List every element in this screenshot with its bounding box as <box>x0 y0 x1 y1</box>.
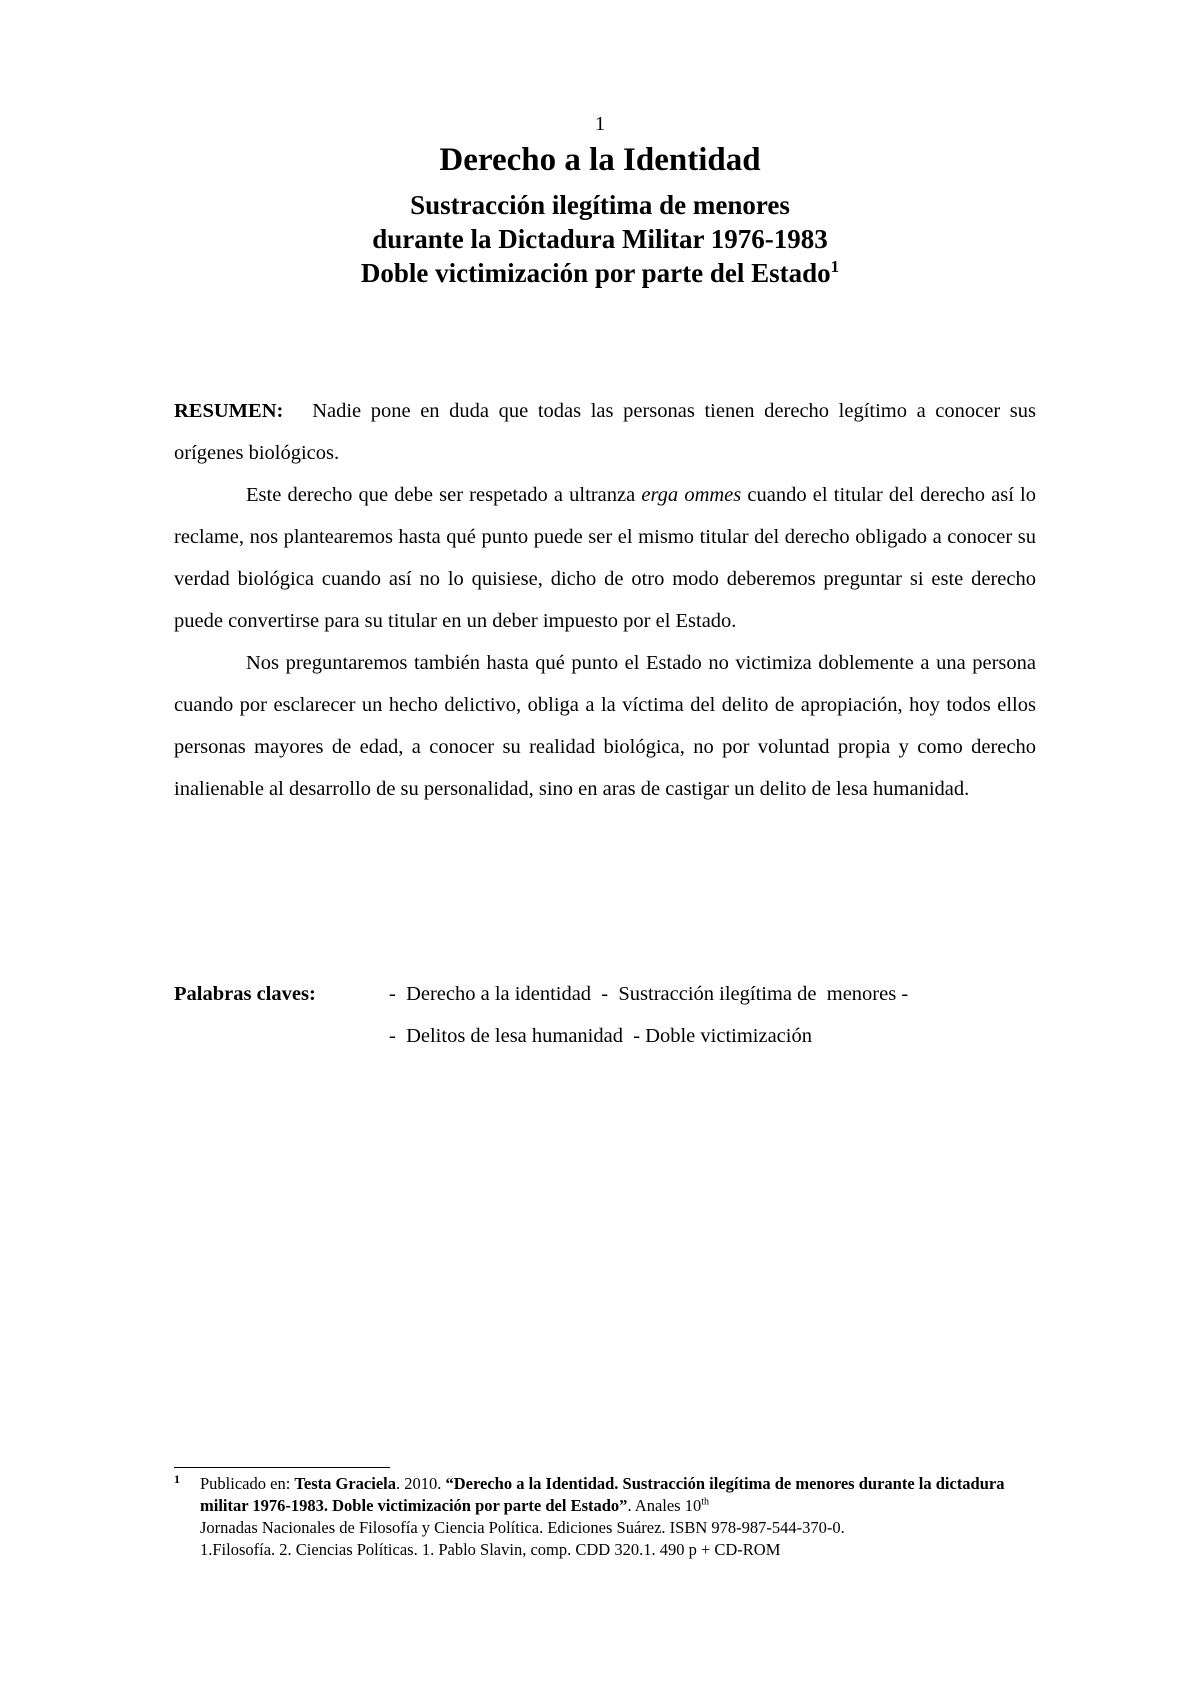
footnote-title: “Derecho a la Identidad. Sustracción ilegítima de menores durante la dictadura militar 1976-1983. Doble victimización por parte del Estado” <box>200 1474 1005 1515</box>
subtitle-line-2: durante la Dictadura Militar 1976-1983 <box>372 224 828 254</box>
abstract <box>174 390 1036 810</box>
footnote-catalog: 1.Filosofía. 2. Ciencias Políticas. 1. Pablo Slavin, comp. CDD 320.1. 490 p + CD-ROM <box>200 1540 781 1559</box>
keywords-line-1: - Derecho a la identidad - Sustracción ilegítima de menores - <box>389 983 909 1005</box>
abstract-paragraph-3: Nos preguntaremos también hasta qué punto el Estado no victimiza doblemente a una persona cuando por esclarecer un hecho delictivo, obliga a la víctima del delito de apropiación, hoy todos ellos personas mayores de edad, a conocer su realidad biológica, no por voluntad propia y como derecho inalienable al desarrollo de su personalidad, sino en aras de castigar un delito de lesa humanidad. <box>174 652 1036 800</box>
footnote <box>174 1473 1044 1561</box>
abstract-p1-text: Nadie pone en duda que todas las personas tienen derecho legítimo a conocer sus orígenes biológicos. <box>174 400 1036 464</box>
document-title: Derecho a la Identidad <box>439 142 761 178</box>
footnote-author: Testa Graciela <box>294 1474 396 1493</box>
keywords-line-2: - Delitos de lesa humanidad - Doble victimización <box>389 1025 812 1047</box>
abstract-paragraph-2: Este derecho que debe ser respetado a ultranza erga ommes cuando el titular del derecho así lo reclame, nos plantearemos hasta qué punto puede ser el mismo titular del derecho obligado a conocer su verdad biológica cuando así no lo quisiese, dicho de otro modo deberemos preguntar si este derecho puede convertirse para su titular en un deber impuesto por el Estado. <box>174 484 1036 632</box>
footnote-mark: 1 <box>174 1472 180 1486</box>
footnote-publisher: Jornadas Nacionales de Filosofía y Ciencia Política. Ediciones Suárez. ISBN 978-987-544-370-0. <box>200 1518 845 1537</box>
keywords-label: Palabras claves: <box>174 983 316 1005</box>
subtitle-line-3 <box>0 258 1200 289</box>
abstract-label: RESUMEN: <box>174 400 284 422</box>
latin-term: erga ommes <box>641 484 742 506</box>
subtitle-line-1: Sustracción ilegítima de menores <box>410 190 790 220</box>
footnote-reference: 1 <box>830 257 840 276</box>
subtitle-line-3-text: Doble victimización por parte del Estado <box>360 258 831 288</box>
page-number: 1 <box>595 113 605 135</box>
footnote-separator <box>174 1467 390 1468</box>
abstract-paragraph-1 <box>174 390 1036 474</box>
footnote-body: Publicado en: Testa Graciela. 2010. “Derecho a la Identidad. Sustracción ilegítima de menores durante la dictadura militar 1976-1983. Doble victimización por parte del Estado”. Anales 10th Jornadas Nacionales de Filosofía y Ciencia Política. Ediciones Suárez. ISBN 978-987-544-370-0. 1.Filosofía. 2. Ciencias Políticas. 1. Pablo Slavin, comp. CDD 320.1. 490 p + CD-ROM <box>200 1474 1005 1559</box>
